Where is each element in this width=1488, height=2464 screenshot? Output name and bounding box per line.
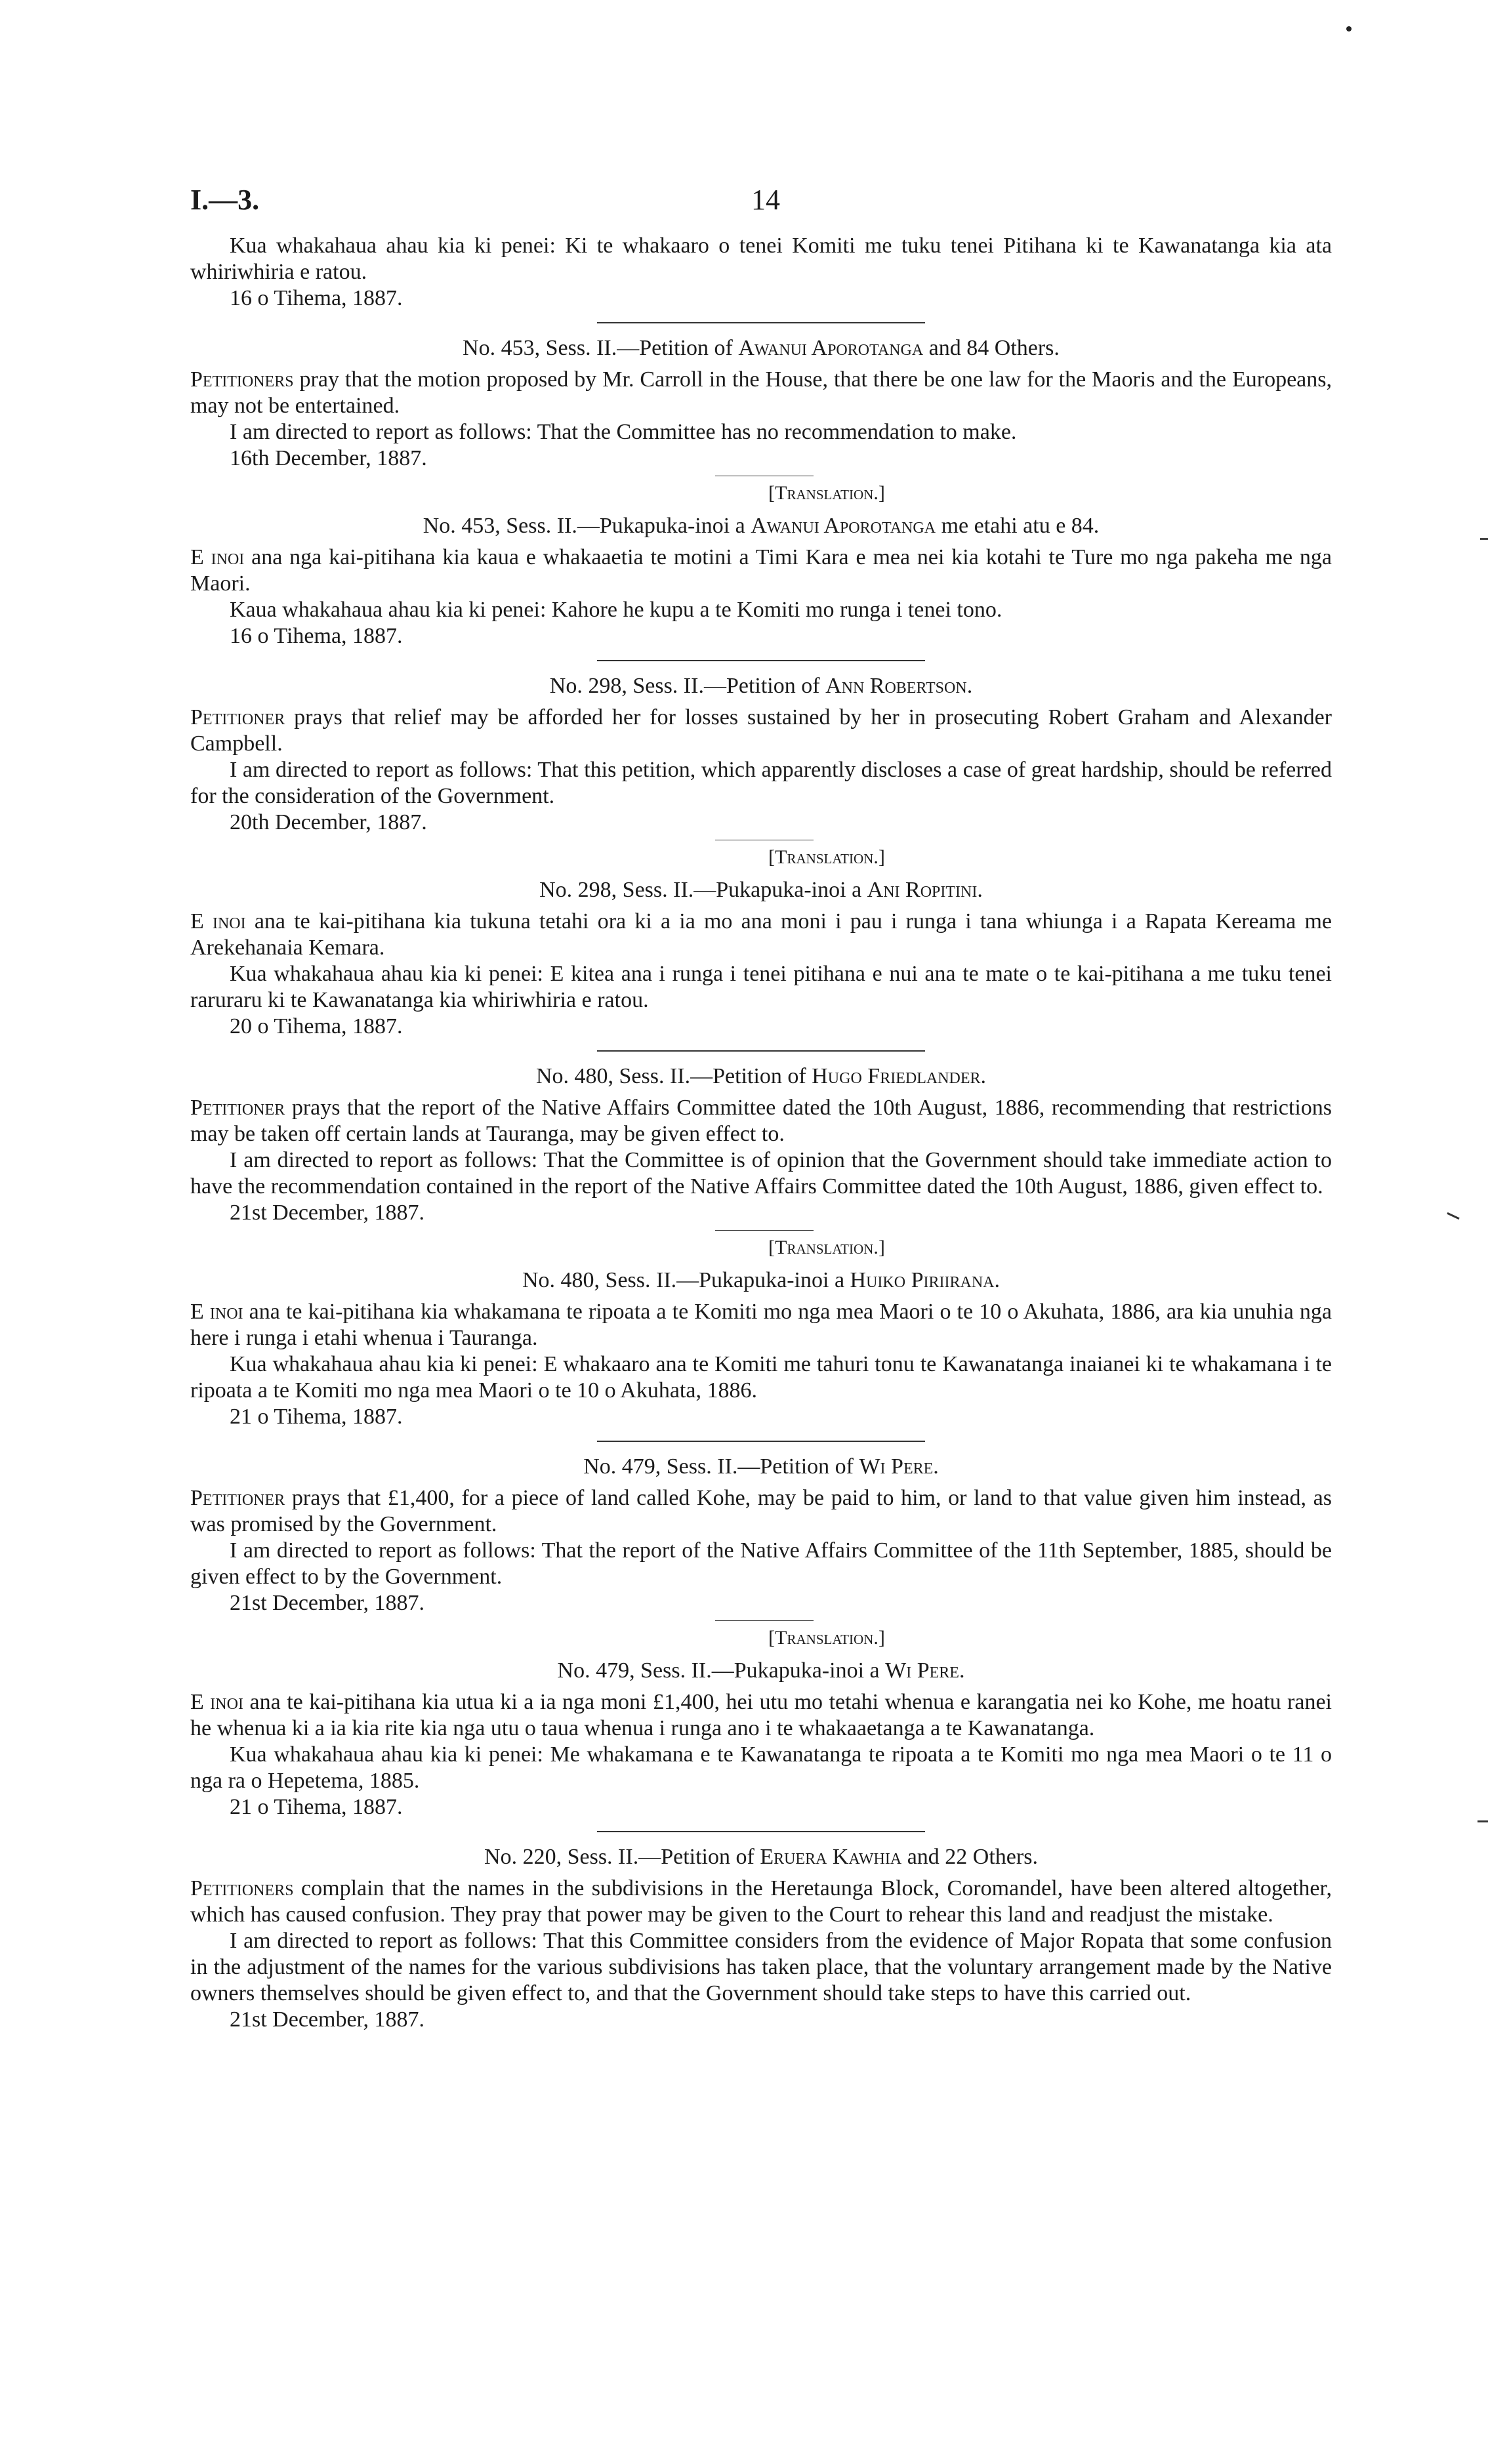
margin-tick xyxy=(1480,538,1488,540)
report-text: Kaua whakahaua ahau kia ki penei: Kahore he kupu a te Komiti mo runga i tenei tono. xyxy=(230,598,1002,622)
petition-text: Petitioner prays that £1,400, for a piece of land called Kohe, may be paid to him, or land to that value given him instead, as was promised by the Government. xyxy=(190,1486,1332,1536)
section-date: 21st December, 1887. xyxy=(230,1591,425,1615)
short-divider xyxy=(715,1620,814,1621)
report-text: I am directed to report as follows: That the report of the Native Affairs Committee of the 11th September, 1885, should be given effect to by the Government. xyxy=(190,1538,1332,1589)
petition-text: E inoi ana te kai-pitihana kia tukuna tetahi ora ki a ia mo ana moni i pau i runga i tana whiunga i a Rapata Kereama me Arekehanaia Kemara. xyxy=(190,909,1333,960)
report-text: I am directed to report as follows: That the Committee has no recommendation to make. xyxy=(230,420,1017,444)
petition-text: Petitioners pray that the motion proposed by Mr. Carroll in the House, that there be one law for the Maoris and the Europeans, may not be entertained. xyxy=(190,367,1332,418)
section-date: 16th December, 1887. xyxy=(230,446,427,470)
petition-text: E inoi ana nga kai-pitihana kia kaua e whakaaetia te motini a Timi Kara e mea nei kia kotahi te Ture mo nga pakeha me nga Maori. xyxy=(190,545,1332,596)
section-480-translation xyxy=(190,1235,1332,1430)
section-divider xyxy=(597,1831,925,1832)
section-453-petition xyxy=(190,335,1332,472)
section-date: 16 o Tihema, 1887. xyxy=(230,286,403,310)
section-298-petition xyxy=(190,673,1332,836)
petition-heading: No. 479, Sess. II.—Pukapuka-inoi a Wi Pere. xyxy=(557,1658,965,1683)
petition-heading: No. 480, Sess. II.—Petition of Hugo Friedlander. xyxy=(535,1064,987,1088)
petition-text: Petitioner prays that the report of the Native Affairs Committee dated the 10th August, 1886, recommending that restrictions may be taken off certain lands at Tauranga, may be given effect to. xyxy=(190,1096,1332,1146)
petition-heading: No. 453, Sess. II.—Pukapuka-inoi a Awanui Aporotanga me etahi atu e 84. xyxy=(423,514,1100,538)
report-text: Kua whakahaua ahau kia ki penei: E kitea ana i runga i tenei pitihana e nui ana te mate o te kai-pitihana a me tuku tenei raruraru ki te Kawanatanga kia whiriwhiria e ratou. xyxy=(190,962,1332,1012)
section-date: 21 o Tihema, 1887. xyxy=(230,1795,403,1819)
petition-text: Petitioners complain that the names in the subdivisions in the Heretaunga Block, Coromandel, have been altered altogether, which has caused confusion. They pray that power may be given to the Court to rehear this land and readjust the mistake. xyxy=(190,1876,1332,1927)
petition-heading: No. 453, Sess. II.—Petition of Awanui Aporotanga and 84 Others. xyxy=(463,336,1060,360)
section-date: 21 o Tihema, 1887. xyxy=(230,1405,403,1429)
petition-heading: No. 479, Sess. II.—Petition of Wi Pere. xyxy=(583,1454,939,1479)
section-date: 20th December, 1887. xyxy=(230,810,427,834)
page-number: 14 xyxy=(751,184,780,216)
translation-label: [Translation.] xyxy=(768,482,885,504)
petition-text: E inoi ana te kai-pitihana kia whakamana te ripoata a te Komiti mo nga mea Maori o te 10 o Akuhata, 1886, ara kia unuhia nga here i runga i etahi whenua i Tauranga. xyxy=(190,1300,1333,1350)
section-divider xyxy=(597,660,925,661)
petition-heading: No. 480, Sess. II.—Pukapuka-inoi a Huiko Piriirana. xyxy=(522,1268,1000,1292)
section-divider xyxy=(597,322,925,323)
margin-tick xyxy=(1447,1212,1459,1220)
petition-text: Petitioner prays that relief may be afforded her for losses sustained by her in prosecuting Robert Graham and Alexander Campbell. xyxy=(190,705,1332,756)
section-480-petition xyxy=(190,1063,1332,1226)
report-text: I am directed to report as follows: That this petition, which apparently discloses a case of great hardship, should be referred for the consideration of the Government. xyxy=(190,758,1332,808)
section-divider xyxy=(597,1441,925,1442)
margin-dot xyxy=(1346,26,1352,31)
section-479-petition xyxy=(190,1454,1332,1616)
section-intro xyxy=(190,233,1332,312)
section-298-translation xyxy=(190,844,1332,1040)
petition-heading: No. 298, Sess. II.—Pukapuka-inoi a Ani Ropitini. xyxy=(539,878,983,902)
intro-paragraph: Kua whakahaua ahau kia ki penei: Ki te whakaaro o tenei Komiti me tuku tenei Pitihana ki te Kawanatanga kia ata whiriwhiria e ratou. xyxy=(190,234,1332,284)
page-header xyxy=(190,184,1332,233)
document-page xyxy=(190,184,1333,2033)
section-divider xyxy=(597,1050,925,1052)
section-453-translation xyxy=(190,480,1332,649)
section-date: 16 o Tihema, 1887. xyxy=(230,624,403,648)
translation-label: [Translation.] xyxy=(768,846,885,868)
petition-text: E inoi ana te kai-pitihana kia utua ki a ia nga moni £1,400, hei utu mo tetahi whenua e karangatia nei ko Kohe, me hoatu ranei he whenua ki a ia kia rite kia nga utu o taua whenua i runga ano i te whakaaetanga a te Kawanatanga. xyxy=(190,1690,1332,1740)
petition-heading: No. 298, Sess. II.—Petition of Ann Robertson. xyxy=(549,674,973,698)
section-date: 21st December, 1887. xyxy=(230,2007,425,2032)
translation-label: [Translation.] xyxy=(768,1237,885,1258)
report-text: Kua whakahaua ahau kia ki penei: Me whakamana e te Kawanatanga te ripoata a te Komiti mo nga mea Maori o te 11 o nga ra o Hepetema, 1885. xyxy=(190,1742,1332,1793)
petition-heading: No. 220, Sess. II.—Petition of Eruera Kawhia and 22 Others. xyxy=(484,1845,1038,1869)
report-text: Kua whakahaua ahau kia ki penei: E whakaaro ana te Komiti me tahuri tonu te Kawanatanga inaianei ki te whakamana i te ripoata a te Komiti mo nga mea Maori o te 10 o Akuhata, 1886. xyxy=(190,1352,1332,1403)
section-220-petition xyxy=(190,1844,1332,2033)
report-text: I am directed to report as follows: That the Committee is of opinion that the Government should take immediate action to have the recommendation contained in the report of the Native Affairs Committee dated the 10th August, 1886, given effect to. xyxy=(190,1148,1332,1199)
report-text: I am directed to report as follows: That this Committee considers from the evidence of Major Ropata that some confusion in the adjustment of the names for the various subdivisions has taken place, that the voluntary arrangement made by the Native owners themselves should be given effect to, and that the Government should take steps to have this carried out. xyxy=(190,1929,1332,2005)
section-date: 21st December, 1887. xyxy=(230,1201,425,1225)
short-divider xyxy=(715,1230,814,1231)
translation-label: [Translation.] xyxy=(768,1627,885,1649)
section-date: 20 o Tihema, 1887. xyxy=(230,1014,403,1038)
paper-reference: I.—3. xyxy=(190,184,260,216)
margin-tick xyxy=(1478,1820,1488,1822)
section-479-translation xyxy=(190,1625,1332,1820)
